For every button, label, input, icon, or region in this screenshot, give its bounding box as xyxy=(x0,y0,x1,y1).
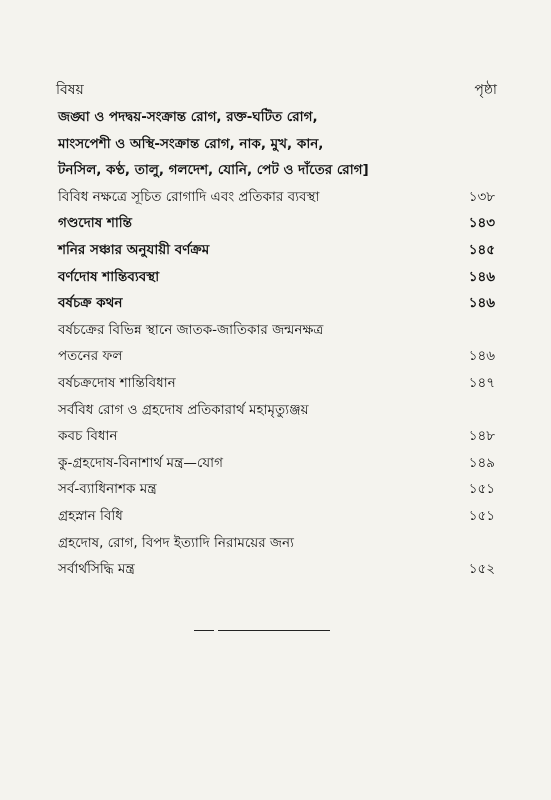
entry-page: ১৪৬ xyxy=(468,295,495,312)
toc-entry xyxy=(56,343,501,370)
toc-entry xyxy=(56,317,501,344)
entry-title: সর্ব-ব্যাধিনাশক মন্ত্র xyxy=(58,481,157,498)
entry-title: টনসিল, কণ্ঠ, তালু, গলদেশ, যোনি, পেট ও দাঁতের রোগ] xyxy=(58,162,369,179)
entry-title: গণ্ডদোষ শান্তি xyxy=(58,215,132,232)
entry-page: ১৪৭ xyxy=(468,374,495,391)
toc-entry xyxy=(56,237,501,264)
toc-entry xyxy=(56,104,501,131)
entry-title: বর্ষচক্র কথন xyxy=(58,295,123,312)
entry-page: ১৫১ xyxy=(468,507,495,524)
entry-title: বর্ষচক্রের বিভিন্ন স্থানে জাতক-জাতিকার জন্মনক্ষত্র xyxy=(58,321,324,338)
toc-entry xyxy=(56,370,501,397)
entry-title: সর্বার্থসিদ্ধি মন্ত্র xyxy=(58,561,135,578)
toc-header xyxy=(56,78,501,100)
toc-entry xyxy=(56,131,501,158)
toc-entry xyxy=(56,210,501,237)
toc-entry xyxy=(56,290,501,317)
entry-page: ১৪৬ xyxy=(468,348,495,365)
toc-entry xyxy=(56,503,501,530)
entry-title: শনির সঞ্চার অনুযায়ী বর্ণক্রম xyxy=(58,241,210,258)
toc-entry xyxy=(56,423,501,450)
entry-title: পতনের ফল xyxy=(58,348,123,365)
toc-entry xyxy=(56,184,501,211)
entry-title: বর্ষচক্রদোষ শান্তিবিধান xyxy=(58,374,176,391)
toc-entry xyxy=(56,450,501,477)
entry-title: কবচ বিধান xyxy=(58,428,118,445)
toc-entry xyxy=(56,397,501,424)
entry-title: জঙ্ঘা ও পদদ্বয়-সংক্রান্ত রোগ, রক্ত-ঘটিত রোগ, xyxy=(58,109,318,125)
entry-title: গ্রহদোষ, রোগ, বিপদ ইত্যাদি নিরাময়ের জন্য xyxy=(58,534,294,551)
toc-entry xyxy=(56,264,501,291)
entry-title: বিবিধ নক্ষত্রে সূচিত রোগাদি এবং প্রতিকার ব্যবস্থা xyxy=(58,188,320,205)
entry-page: ১৪৫ xyxy=(468,241,495,258)
entry-page: ১৪৯ xyxy=(468,454,495,471)
toc-entry xyxy=(56,530,501,557)
entry-title: সর্ববিধ রোগ ও গ্রহদোষ প্রতিকারার্থ মহামৃত্যুঞ্জয় xyxy=(58,401,309,418)
toc-entry xyxy=(56,476,501,503)
entry-page: ১৪৩ xyxy=(468,215,495,232)
subject-column-heading: বিষয় xyxy=(56,82,84,98)
entry-title: কু-গ্রহদোষ-বিনাশার্থ মন্ত্র—যোগ xyxy=(58,454,223,471)
entry-title: মাংসপেশী ও অস্থি-সংক্রান্ত রোগ, নাক, মুখ, কান, xyxy=(58,135,324,152)
entry-title: বর্ণদোষ শান্তিব্যবস্থা xyxy=(58,268,160,285)
entry-page: ১৫১ xyxy=(468,481,495,498)
toc-list xyxy=(56,104,501,583)
toc-entry xyxy=(56,157,501,184)
entry-page: ১৩৮ xyxy=(468,188,495,205)
divider-gap xyxy=(214,628,218,632)
toc-entry xyxy=(56,556,501,583)
page-column-heading: পৃষ্ঠা xyxy=(474,82,497,98)
entry-page: ১৪৬ xyxy=(468,268,495,285)
entry-page: ১৫২ xyxy=(468,561,495,578)
entry-title: গ্রহস্নান বিধি xyxy=(58,507,123,524)
entry-page: ১৪৮ xyxy=(468,428,495,445)
